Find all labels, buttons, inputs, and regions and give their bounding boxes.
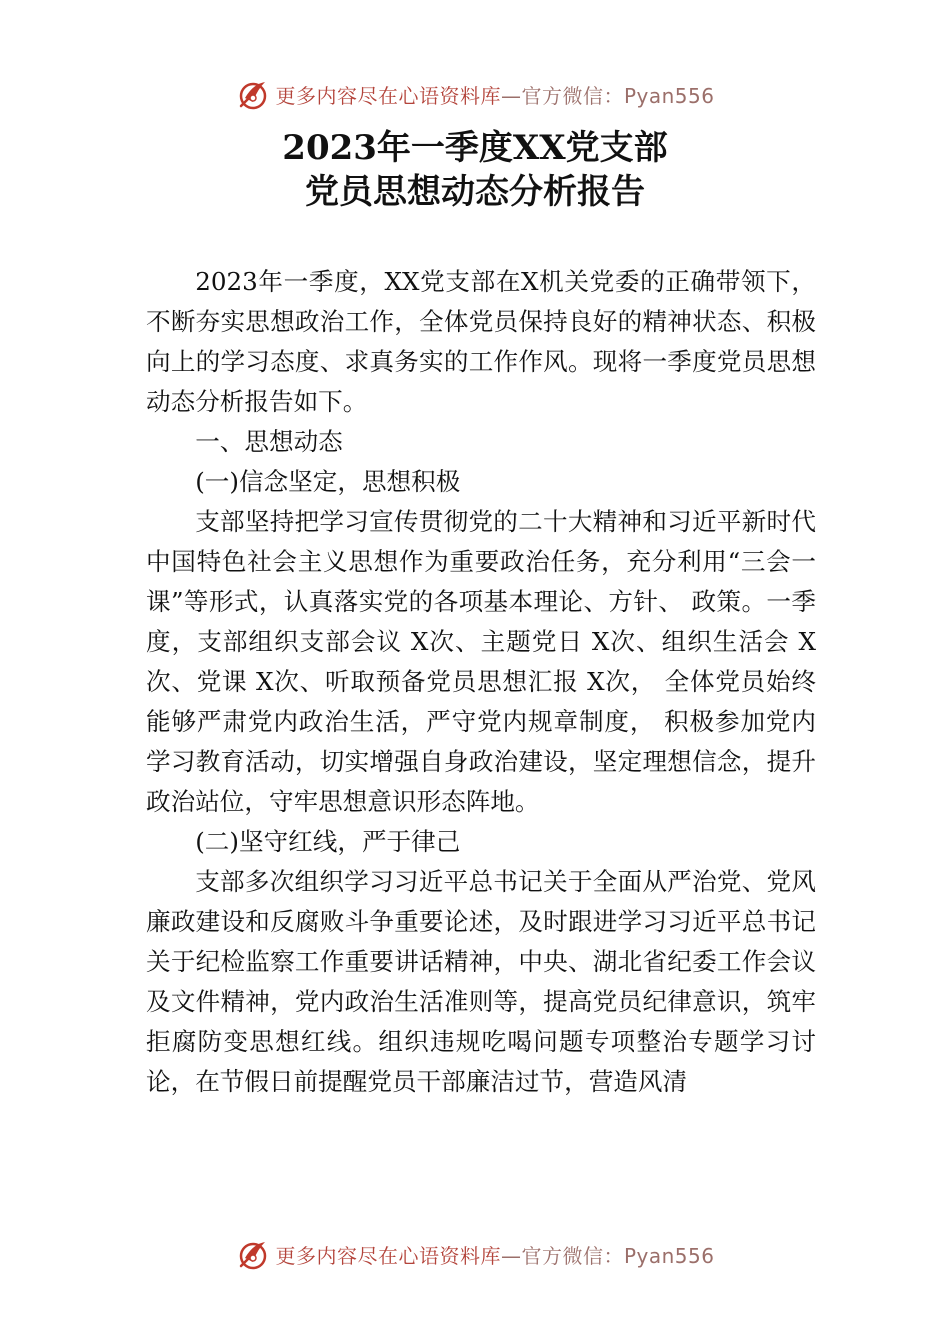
document-title-line-1: 2023年一季度XX党支部 [282, 128, 668, 168]
header-watermark [0, 74, 950, 114]
watermark-sub-text: —官方微信：Pyan556 [500, 83, 715, 108]
watermark-sub-text: —官方微信：Pyan556 [500, 1243, 715, 1268]
document-title-line-2: 党员思想动态分析报告 [305, 172, 645, 212]
library-logo-icon [235, 1236, 271, 1272]
document-body [146, 262, 816, 1102]
section-heading-1: 一、思想动态 [195, 427, 343, 456]
subsection-heading-1: (一)信念坚定，思想积极 [195, 467, 461, 496]
library-logo-icon [235, 76, 271, 112]
watermark-main-text: 更多内容尽在心语资料库 [275, 1243, 501, 1268]
body-paragraph-2: 支部多次组织学习习近平总书记关于全面从严治党、党风廉政建设和反腐败斗争重要论述，及时跟进学习习近平总书记关于纪检监察工作重要讲话精神，中央、湖北省纪委工作会议及文件精神，党内政治生活准则等，提高党员纪律意识，筑牢拒腐防变思想红线。组织违规吃喝问题专项整治专题学习讨论，在节假日前提醒党员干部廉洁过节，营造风清 [146, 867, 816, 1096]
footer-watermark [0, 1234, 950, 1274]
watermark-main-text: 更多内容尽在心语资料库 [275, 83, 501, 108]
body-paragraph-1: 支部坚持把学习宣传贯彻党的二十大精神和习近平新时代中国特色社会主义思想作为重要政治任务，充分利用“三会一课”等形式，认真落实党的各项基本理论、方针、 政策。一季度，支部组织支部会议 X次、主题党日 X次、组织生活会 X次、党课 X次、听取预备党员思想汇报 X次， 全体党员始终能够严肃党内政治生活，严守党内规章制度， 积极参加党内学习教育活动，切实增强自身政治建设，坚定理想信念，提升政治站位，守牢思想意识形态阵地。 [146, 507, 816, 816]
subsection-heading-2: (二)坚守红线，严于律己 [195, 827, 461, 856]
intro-paragraph: 2023年一季度，XX党支部在X机关党委的正确带领下，不断夯实思想政治工作，全体党员保持良好的精神状态、积极向上的学习态度、求真务实的工作作风。现将一季度党员思想动态分析报告如下。 [146, 267, 816, 416]
